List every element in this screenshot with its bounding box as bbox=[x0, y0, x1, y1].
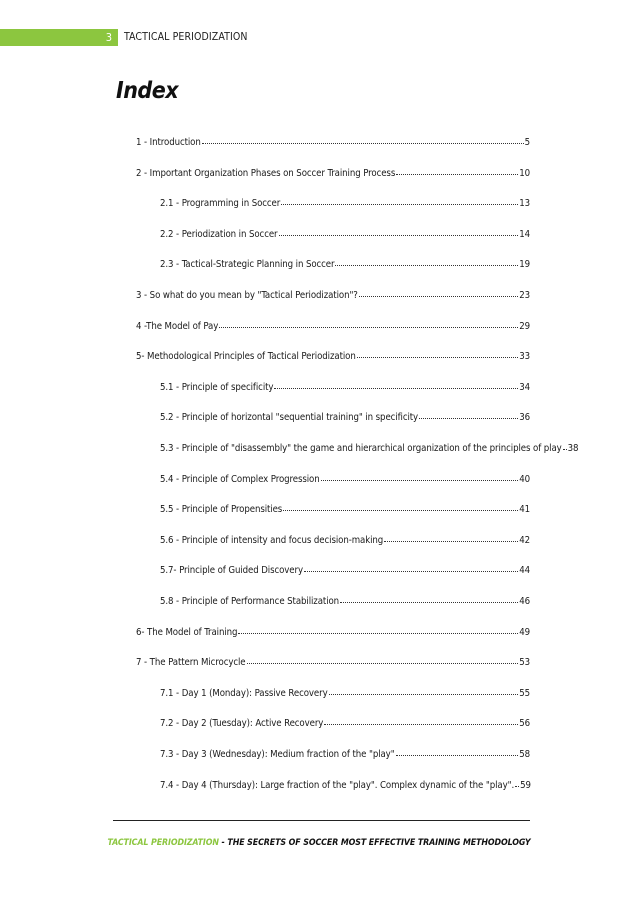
running-title: TACTICAL PERIODIZATION bbox=[124, 31, 248, 43]
toc-entry-page: 29 bbox=[519, 320, 530, 332]
toc-entry-label: 7 - The Pattern Microcycle bbox=[136, 657, 246, 669]
toc-entry-label: 5.4 - Principle of Complex Progression bbox=[160, 473, 320, 485]
toc-dot-leader bbox=[281, 195, 518, 205]
toc-entry-label: 5.5 - Principle of Propensities bbox=[160, 504, 283, 516]
toc-entry-page: 40 bbox=[519, 473, 530, 485]
toc-entry-page: 41 bbox=[519, 504, 530, 516]
toc-entry-label: 5.1 - Principle of specificity bbox=[160, 381, 274, 393]
toc-entry-label: 2 - Important Organization Phases on Soccer Training Process bbox=[136, 167, 396, 179]
toc-dot-leader bbox=[515, 777, 519, 787]
toc-entry-label: 1 - Introduction bbox=[136, 137, 201, 148]
toc-entry[interactable] bbox=[160, 227, 530, 240]
page-title: Index bbox=[116, 78, 179, 104]
toc-entry-label: 7.4 - Day 4 (Thursday): Large fraction of the "play". Complex dynamic of the "play". bbox=[160, 779, 515, 791]
toc-entry-label: 5.7- Principle of Guided Discovery bbox=[160, 565, 303, 577]
toc-entry-page: 59 bbox=[520, 779, 531, 791]
toc-entry-label: 7.3 - Day 3 (Wednesday): Medium fraction of the "play" bbox=[160, 749, 395, 760]
toc-entry-label: 4 -The Model of Pay bbox=[136, 320, 219, 332]
toc-entry-label: 2.2 - Periodization in Soccer bbox=[160, 228, 278, 240]
toc-entry[interactable] bbox=[160, 778, 530, 791]
toc-dot-leader bbox=[202, 134, 524, 144]
toc-dot-leader bbox=[357, 348, 519, 358]
toc-dot-leader bbox=[283, 501, 518, 511]
toc-dot-leader bbox=[329, 685, 519, 695]
toc-dot-leader bbox=[247, 654, 519, 664]
toc-entry[interactable] bbox=[136, 135, 530, 148]
footer bbox=[0, 838, 638, 848]
toc-entry-page: 13 bbox=[519, 198, 530, 210]
toc-entry[interactable] bbox=[136, 288, 530, 301]
toc-entry[interactable] bbox=[136, 655, 530, 668]
footer-title-rest: - THE SECRETS OF SOCCER MOST EFFECTIVE TRAINING METHODOLOGY bbox=[218, 838, 531, 848]
toc-entry-label: 5.8 - Principle of Performance Stabilization bbox=[160, 596, 340, 607]
toc-entry-page: 5 bbox=[524, 137, 530, 148]
header-accent-bar bbox=[0, 29, 118, 46]
toc-entry-label: 7.2 - Day 2 (Tuesday): Active Recovery bbox=[160, 718, 324, 730]
toc-entry-label: 5.2 - Principle of horizontal "sequential training" in specificity bbox=[160, 412, 419, 424]
toc-dot-leader bbox=[563, 440, 567, 450]
toc-entry-page: 53 bbox=[519, 657, 530, 669]
toc-entry[interactable] bbox=[136, 166, 530, 179]
toc-entry-page: 46 bbox=[519, 596, 530, 607]
footer-title-accent: TACTICAL PERIODIZATION bbox=[107, 838, 219, 848]
footer-divider bbox=[113, 820, 530, 821]
toc-entry-label: 5.6 - Principle of intensity and focus decision-making bbox=[160, 534, 384, 546]
toc-entry[interactable] bbox=[160, 196, 530, 209]
toc-entry[interactable] bbox=[160, 502, 530, 515]
toc-entry[interactable] bbox=[136, 349, 530, 362]
toc-entry[interactable] bbox=[160, 472, 530, 485]
toc-entry-page: 23 bbox=[519, 290, 530, 301]
toc-dot-leader bbox=[419, 409, 518, 419]
toc-entry-page: 10 bbox=[519, 167, 530, 179]
toc-entry-label: 6- The Model of Training bbox=[136, 626, 238, 638]
toc-entry-label: 2.1 - Programming in Soccer bbox=[160, 198, 281, 210]
toc-entry-label: 5- Methodological Principles of Tactical Periodization bbox=[136, 351, 356, 363]
toc-entry-page: 34 bbox=[519, 381, 530, 393]
toc-entry-page: 42 bbox=[519, 534, 530, 546]
toc-entry[interactable] bbox=[160, 563, 530, 576]
toc-entry[interactable] bbox=[160, 533, 530, 546]
toc-entry[interactable] bbox=[160, 257, 530, 270]
toc-entry-label: 3 - So what do you mean by "Tactical Periodization"? bbox=[136, 290, 358, 301]
toc-entry-page: 38 bbox=[567, 443, 579, 454]
toc-dot-leader bbox=[396, 746, 519, 756]
toc-entry[interactable] bbox=[160, 747, 530, 760]
toc-entry-page: 58 bbox=[519, 749, 530, 760]
toc-dot-leader bbox=[384, 532, 518, 542]
toc-entry-page: 19 bbox=[519, 259, 530, 271]
toc-entry-page: 33 bbox=[519, 351, 530, 363]
toc-entry[interactable] bbox=[160, 716, 530, 729]
toc-entry-page: 14 bbox=[519, 228, 530, 240]
toc-dot-leader bbox=[340, 593, 518, 603]
toc-dot-leader bbox=[335, 256, 518, 266]
toc-entry-page: 49 bbox=[519, 626, 530, 638]
toc-dot-leader bbox=[359, 287, 518, 297]
toc-entry-page: 55 bbox=[519, 687, 530, 699]
toc-entry-page: 56 bbox=[519, 718, 530, 730]
toc-entry[interactable] bbox=[160, 441, 579, 454]
toc-entry-page: 44 bbox=[519, 565, 530, 577]
toc-entry[interactable] bbox=[160, 686, 530, 699]
toc-dot-leader bbox=[321, 471, 519, 481]
toc-dot-leader bbox=[279, 226, 519, 236]
toc-dot-leader bbox=[219, 318, 518, 328]
toc-dot-leader bbox=[304, 562, 518, 572]
toc-entry[interactable] bbox=[160, 410, 530, 423]
toc-entry[interactable] bbox=[136, 625, 530, 638]
toc-entry[interactable] bbox=[160, 594, 530, 607]
toc-dot-leader bbox=[324, 715, 518, 725]
toc-entry-label: 7.1 - Day 1 (Monday): Passive Recovery bbox=[160, 687, 328, 699]
toc-entry[interactable] bbox=[136, 319, 530, 332]
toc-dot-leader bbox=[274, 379, 518, 389]
page-number: 3 bbox=[105, 31, 112, 44]
toc-dot-leader bbox=[396, 165, 518, 175]
toc-dot-leader bbox=[238, 624, 518, 634]
toc-entry-label: 5.3 - Principle of "disassembly" the game and hierarchical organization of the principles of play bbox=[160, 443, 562, 454]
toc-entry-page: 36 bbox=[519, 412, 530, 424]
toc-entry[interactable] bbox=[160, 380, 530, 393]
toc-entry-label: 2.3 - Tactical-Strategic Planning in Soccer bbox=[160, 259, 335, 271]
